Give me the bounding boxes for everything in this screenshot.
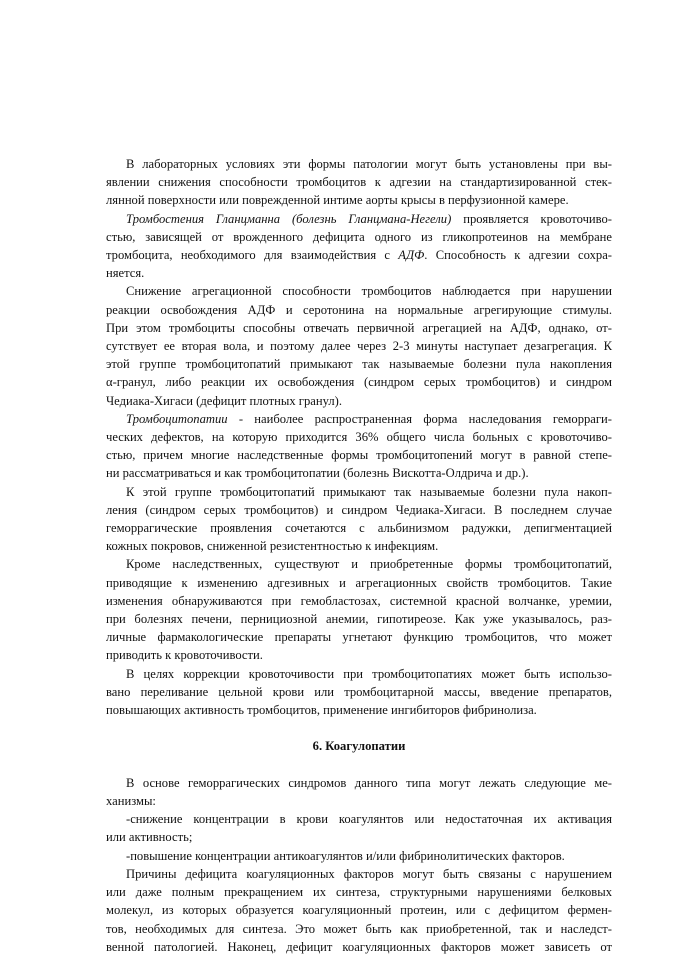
text-line: стью, зависящей от врожденного дефицита одного из гликопротеинов на мембране bbox=[106, 229, 612, 244]
text-line: этой группе тромбоцитопатий примыкают так называемые болезни пула накопления bbox=[106, 357, 612, 372]
text-line: тов, необходимых для синтеза. Это может быть как приобретенной, так и наследст- bbox=[106, 921, 612, 936]
text-line: ни рассматриваться и как тромбоцитопатии (болезнь Вискотта-Олдрича и др.). bbox=[106, 466, 529, 481]
list-item-coagulant-decrease bbox=[106, 810, 612, 846]
text-line: реакции освобождения АДФ и серотонина на нормальные агрегирующие стимулы. bbox=[106, 302, 612, 317]
paragraph-acquired-forms bbox=[106, 555, 612, 664]
text-line: приводящие к изменению адгезивных и агрегационных свойств тромбоцитов. Такие bbox=[106, 575, 612, 590]
text-line: при болезнях печени, пернициозной анемии, гипотиреозе. Как уже указывалось, раз- bbox=[106, 612, 612, 627]
text-line: Чедиака-Хигаси (дефицит плотных гранул). bbox=[106, 393, 342, 408]
text-line: вано переливание цельной крови или тромбоцитарной массы, введение препаратов, bbox=[106, 684, 612, 699]
paragraph-deficiency-causes bbox=[106, 865, 612, 956]
text-line: ханизмы: bbox=[106, 794, 156, 809]
text-line: приводить к кровоточивости. bbox=[106, 648, 263, 663]
text-line: Кроме наследственных, существуют и приобретенные формы тромбоцитопатий, bbox=[126, 557, 612, 572]
text-line: В лабораторных условиях эти формы патологии могут быть установлены при вы- bbox=[126, 157, 612, 171]
text-line: или активность; bbox=[106, 830, 193, 845]
paragraph-aggregation bbox=[106, 282, 612, 409]
text-line: Причины дефицита коагуляционных факторов могут быть связаны с нарушением bbox=[126, 866, 612, 881]
paragraph-correction bbox=[106, 665, 612, 720]
text-line: геморрагические проявления сочетаются с альбинизмом радужки, депигментацией bbox=[106, 521, 612, 536]
text-line: Снижение агрегационной способности тромбоцитов наблюдается при нарушении bbox=[126, 284, 612, 299]
section-heading: 6. Коагулопатии bbox=[312, 739, 406, 754]
text-line bbox=[106, 410, 612, 428]
text-line: ческих дефектов, на которую приходится 36% общего числа больных с кровоточиво- bbox=[106, 430, 612, 445]
text-line: явлении снижения способности тромбоцитов к адгезии на стандартизированной стек- bbox=[106, 175, 612, 190]
italic-term: АДФ bbox=[398, 248, 425, 263]
paragraph-mechanisms bbox=[106, 774, 612, 810]
text-line: или даже полным прекращением их синтеза, структурными нарушениями белковых bbox=[106, 885, 612, 900]
paragraph-glanzmann bbox=[106, 210, 612, 283]
spacer bbox=[106, 719, 612, 737]
text-line: стью, причем многие наследственные формы тромбоцитопений могут в равной степе- bbox=[106, 448, 612, 463]
text-line: В основе геморрагических синдромов данного типа могут лежать следующие ме- bbox=[126, 775, 612, 790]
text-line: -повышение концентрации антикоагулянтов и/или фибринолитических факторов. bbox=[126, 848, 565, 863]
spacer bbox=[106, 756, 612, 774]
text-line: няется. bbox=[106, 266, 145, 281]
text-line: При этом тромбоциты способны отвечать первичной агрегацией на АДФ, однако, от- bbox=[106, 320, 612, 335]
italic-term: Тромбостения Гланцманна (болезнь Гланцмана-Негели) bbox=[126, 211, 452, 226]
paragraph-thrombocytopathies bbox=[106, 410, 612, 483]
text-line: В целях коррекции кровоточивости при тромбоцитопатиях может быть использо- bbox=[126, 666, 612, 681]
text-line: кожных покровов, сниженной резистентностью к инфекциям. bbox=[106, 539, 439, 554]
text-line bbox=[106, 246, 612, 264]
text-line: венной патологией. Наконец, дефицит коагуляционных факторов может зависеть от bbox=[106, 939, 612, 954]
text-segment: тромбоцита, необходимого для взаимодействия с bbox=[106, 248, 399, 263]
text-segment: проявляется кровоточиво- bbox=[451, 211, 612, 226]
text-line bbox=[106, 210, 612, 228]
paragraph-lab-conditions bbox=[106, 155, 612, 210]
text-segment: . Способность к адгезии сохра- bbox=[424, 248, 612, 263]
document-body bbox=[106, 155, 612, 956]
text-line: ления (синдром серых тромбоцитов) и синдром Чедиака-Хигаси. В последнем случае bbox=[106, 502, 612, 517]
text-segment: - наиболее распространенная форма наследования геморраги- bbox=[227, 411, 612, 426]
list-item-anticoagulant-increase bbox=[106, 847, 612, 865]
text-line: лянной поверхности или поврежденной интиме аорты крысы в перфузионной камере. bbox=[106, 193, 569, 208]
text-line: К этой группе тромбоцитопатий примыкают так называемые болезни пула накоп- bbox=[126, 484, 612, 499]
text-line: -снижение концентрации в крови коагулянтов или недостаточная их активация bbox=[126, 812, 612, 827]
text-line: повышающих активность тромбоцитов, применение ингибиторов фибринолиза. bbox=[106, 703, 537, 718]
text-line: сутствует ее вторая вола, и поэтому далее через 2-3 минуты наступает дезагрегация. К bbox=[106, 339, 612, 354]
text-line: изменения обнаруживаются при гемобластозах, системной красной волчанке, уремии, bbox=[106, 593, 612, 608]
text-line: α-гранул, либо реакции их освобождения (синдром серых тромбоцитов) и синдром bbox=[106, 375, 612, 390]
italic-term: Тромбоцитопатии bbox=[126, 411, 228, 426]
text-line: молекул, из которых образуется коагуляционный протеин, или с дефицитом фермен- bbox=[106, 903, 612, 918]
text-line: личные фармакологические препараты угнетают функцию тромбоцитов, что может bbox=[106, 630, 612, 645]
paragraph-storage-pool bbox=[106, 483, 612, 556]
